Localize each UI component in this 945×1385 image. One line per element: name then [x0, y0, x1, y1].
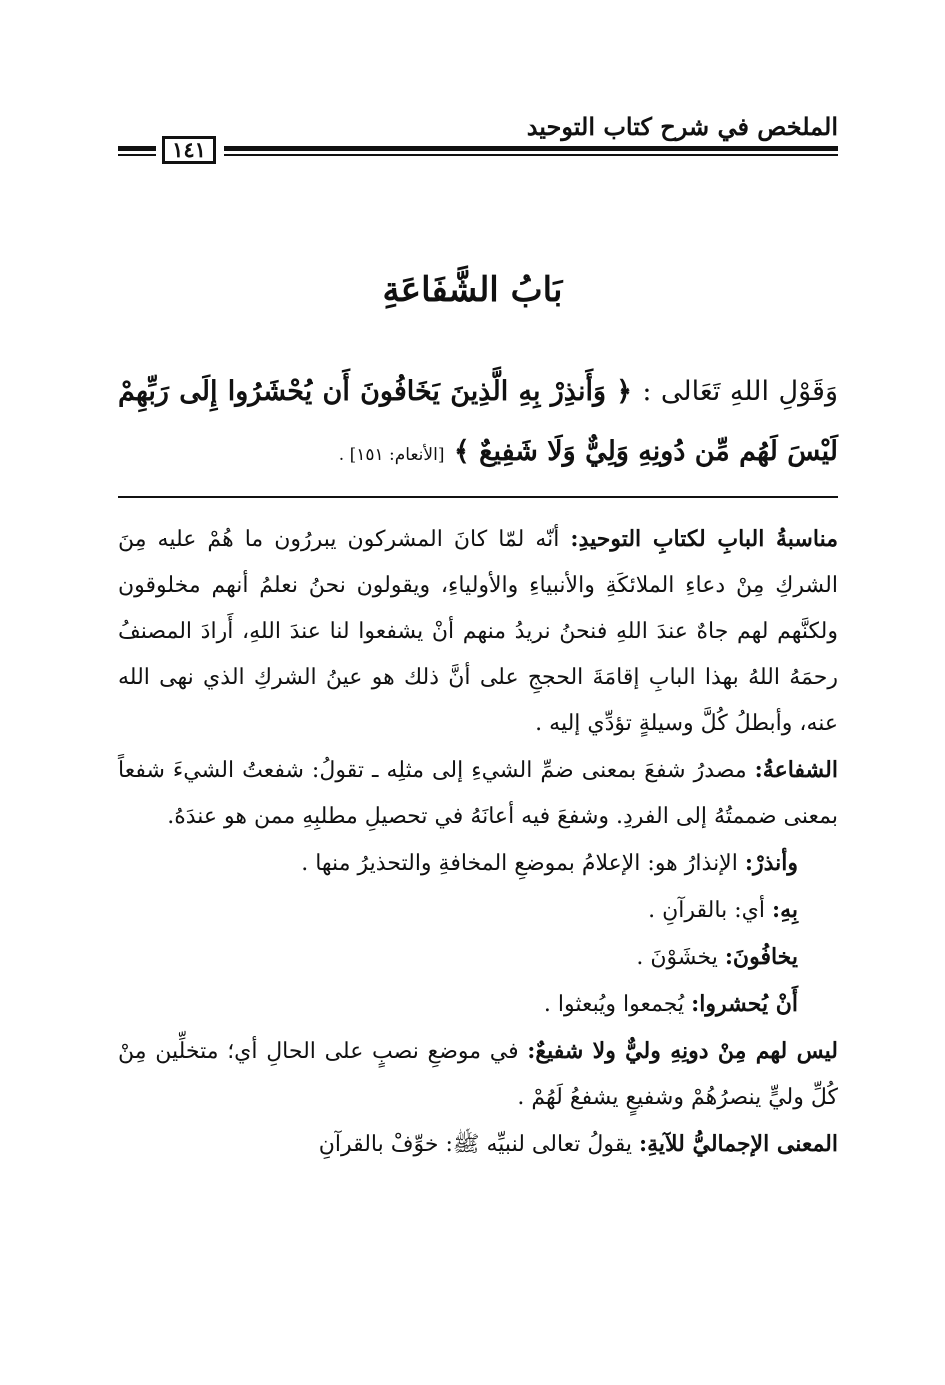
paragraph-text: أي: بالقرآنِ . — [648, 898, 772, 923]
section-divider — [118, 496, 838, 498]
paragraph-term: بِهِ: — [771, 897, 798, 923]
header-rule-short-thick — [118, 146, 156, 151]
page-header — [118, 108, 838, 168]
paragraph-term: ليس لهم مِنْ دونِهِ وليٌّ ولا شفيعٌ: — [527, 1038, 838, 1064]
running-title: الملخص في شرح كتاب التوحيد — [526, 112, 838, 141]
header-rule-thick — [224, 146, 838, 151]
header-rule-thin — [224, 154, 838, 156]
verse-text: ﴿ وَأَنذِرْ بِهِ الَّذِينَ يَخَافُونَ أَن يُحْشَرُوا إِلَى رَبِّهِمْ لَيْسَ لَهُم مِّن دُونِهِ وَلِيٌّ وَلَا شَفِيعٌ ﴾ — [118, 376, 838, 467]
paragraph-text: يقولُ تعالى لنبيِّه ﷺ: خوِّفْ بالقرآنِ — [318, 1132, 639, 1157]
paragraph-term: وأنذرْ: — [744, 850, 798, 876]
page-number: ١٤١ — [162, 136, 216, 164]
paragraph-text: الإنذارُ هو: الإعلامُ بموضعِ المخافةِ والتحذيرُ منها . — [301, 851, 745, 876]
paragraph-text: يُجمعوا ويُبعثوا . — [543, 992, 692, 1017]
commentary-body — [118, 516, 838, 1168]
paragraph — [118, 1028, 838, 1121]
paragraph — [118, 981, 838, 1028]
paragraph-term: يخافُونَ: — [724, 944, 798, 970]
paragraph — [118, 840, 838, 887]
paragraph-term: أَنْ يُحشروا: — [691, 991, 798, 1017]
paragraph-term: مناسبةُ البابِ لكتابِ التوحيدِ: — [570, 526, 838, 552]
paragraph — [118, 747, 838, 840]
paragraph — [118, 516, 838, 747]
quranic-verse — [118, 362, 838, 485]
header-rule-short-thin — [118, 154, 156, 156]
paragraph-term: الشفاعةُ: — [754, 757, 838, 783]
paragraph-term: المعنى الإجماليُّ للآيةِ: — [638, 1131, 838, 1157]
paragraph-text: يخشَوْنَ . — [636, 945, 725, 970]
paragraph — [118, 934, 838, 981]
paragraph — [118, 1121, 838, 1168]
paragraph-text: أنّه لمّا كانَ المشركون يبررُون ما هُمْ عليه مِنَ الشركِ مِنْ دعاءِ الملائكَةِ والأنبياءِ والأولياءِ، ويقولون نحنُ نعلمُ أنهم مخلوقون ولكنَّهم لهم جاهٌ عندَ اللهِ فنحنُ نريدُ منهم أنْ يشفعوا لنا عندَ اللهِ، أَرادَ المصنفُ رحمَهُ اللهُ بهذا البابِ إقامَةَ الحججِ على أنَّ ذلك هو عينُ الشركِ الذي نهى الله عنه، وأبطلُ كُلَّ وسيلةٍ تؤدِّي إليه . — [118, 527, 838, 736]
paragraph-text: في موضعِ نصبٍ على الحالِ أي؛ متخلِّين مِنْ كُلِّ وليٍّ ينصرُهُمْ وشفيعٍ يشفعُ لَهُمْ . — [118, 1039, 838, 1110]
verse-intro: وَقَوْلِ اللهِ تَعَالى : — [642, 376, 838, 407]
verse-reference: [الأنعام: ١٥١] . — [338, 445, 445, 465]
paragraph-text: مصدرُ شفعَ بمعنى ضمِّ الشيءِ إلى مثلِه ـ تقولُ: شفعتُ الشيءَ شفعاً بمعنى ضممتُهُ إلى الفردِ. وشفعَ فيه أعانَهُ في تحصيلِ مطلبِهِ ممن هو عندَهُ. — [118, 758, 838, 829]
chapter-title: بَابُ الشَّفَاعَةِ — [382, 270, 563, 310]
paragraph — [118, 887, 838, 934]
